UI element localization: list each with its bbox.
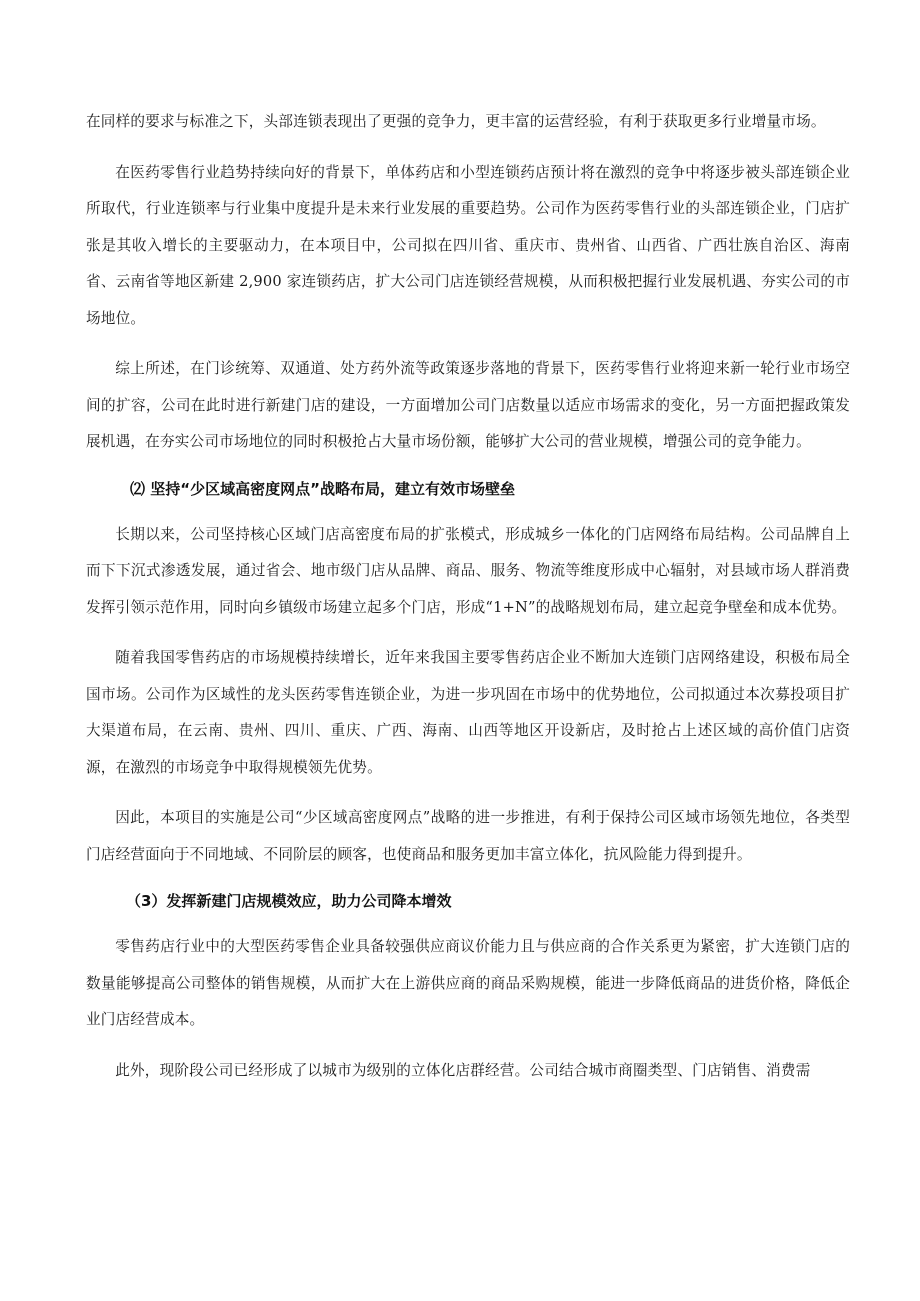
paragraph-chain-consolidation: 在医药零售行业趋势持续向好的背景下，单体药店和小型连锁药店预计将在激烈的竞争中将逐步被头部连锁企业所取代，行业连锁率与行业集中度提升是未来行业发展的重要趋势。公司作为医药零售行业的头部连锁企业，门店扩张是其收入增长的主要驱动力，在本项目中，公司拟在四川省、重庆市、贵州省、山西省、广西壮族自治区、海南省、云南省等地区新建 2,900 家连锁药店，扩大公司门店连锁经营规模，从而积极把握行业发展机遇、夯实公司的市场地位。 bbox=[86, 163, 850, 327]
paragraph-market-growth: 随着我国零售药店的市场规模持续增长，近年来我国主要零售药店企业不断加大连锁门店网络建设，积极布局全国市场。公司作为区域性的龙头医药零售连锁企业，为进一步巩固在市场中的优势地位，公司拟通过本次募投项目扩大渠道布局，在云南、贵州、四川、重庆、广西、海南、山西等地区开设新店，及时抢占上述区域的高价值门店资源，在激烈的市场竞争中取得规模领先优势。 bbox=[86, 649, 850, 776]
paragraph-strategy-conclusion: 因此，本项目的实施是公司“少区域高密度网点”战略的进一步推进，有利于保持公司区域市场领先地位，各类型门店经营面向于不同地域、不同阶层的顾客，也使商品和服务更加丰富立体化，抗风险能力得到提升。 bbox=[86, 809, 850, 863]
document-page bbox=[86, 104, 850, 1089]
section-heading-2: ⑵ 坚持“少区域高密度网点”战略布局，建立有效市场壁垒 bbox=[130, 479, 515, 498]
paragraph-summary: 综上所述，在门诊统筹、双通道、处方药外流等政策逐步落地的背景下，医药零售行业将迎来新一轮行业市场空间的扩容，公司在此时进行新建门店的建设，一方面增加公司门店数量以适应市场需求的变化，另一方面把握政策发展机遇，在夯实公司市场地位的同时积极抢占大量市场份额，能够扩大公司的营业规模，增强公司的竞争能力。 bbox=[86, 360, 850, 450]
paragraph-continuation: 在同样的要求与标准之下，头部连锁表现出了更强的竞争力，更丰富的运营经验，有利于获取更多行业增量市场。 bbox=[86, 113, 826, 130]
paragraph-store-cluster: 此外，现阶段公司已经形成了以城市为级别的立体化店群经营。公司结合城市商圈类型、门店销售、消费需 bbox=[115, 1061, 811, 1079]
paragraph-supplier-bargaining: 零售药店行业中的大型医药零售企业具备较强供应商议价能力且与供应商的合作关系更为紧密，扩大连锁门店的数量能够提高公司整体的销售规模，从而扩大在上游供应商的商品采购规模，能进一步降低商品的进货价格，降低企业门店经营成本。 bbox=[86, 938, 850, 1028]
section-heading-3: （3）发挥新建门店规模效应，助力公司降本增效 bbox=[126, 892, 452, 910]
paragraph-expansion-model: 长期以来，公司坚持核心区域门店高密度布局的扩张模式，形成城乡一体化的门店网络布局结构。公司品牌自上而下下沉式渗透发展，通过省会、地市级门店从品牌、商品、服务、物流等维度形成中心辐射，对县域市场人群消费发挥引领示范作用，同时向乡镇级市场建立起多个门店，形成“1+N”的战略规划布局，建立起竞争壁垒和成本优势。 bbox=[86, 525, 850, 616]
